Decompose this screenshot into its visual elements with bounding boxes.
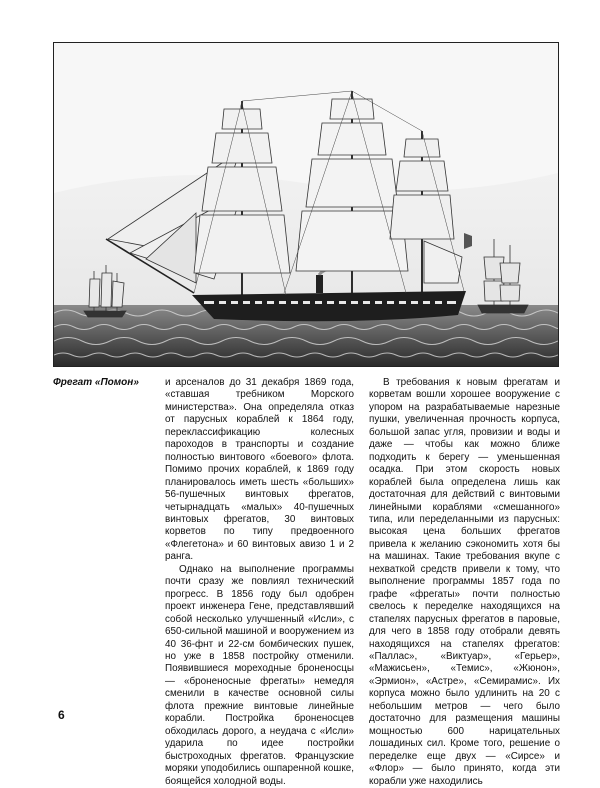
text-column-middle [165, 377, 354, 788]
frigate-illustration [53, 42, 559, 367]
paragraph: В требования к новым фрегатам и корветам вошли хорошее вооружение с упором на разрабатываемые нарезные пушки, увеличенная прочность корпуса, большой запас угля, провизии и воды и даже — чтобы как можно ближе подходить к берегу — уменьшенная осадка. При этом скорость новых кораблей была определена лишь как достаточная для действий с винтовыми линейными кораблями «смешанного» типа, или переделанными из парусных: высокая цена больших фрегатов привела к желанию сэкономить хотя бы на машинах. Такие требования вкупе с нехваткой средств привели к тому, что выполнение программы 1857 года по графе «фрегаты» почти полностью свелось к переделке находящихся на стапелях парусных фрегатов в паровые, для чего в 1858 году отобрали девять находящихся на стапелях фрегатов: «Паллас», «Виктуар», «Герьер», «Мажисьен», «Темис», «Жюнон», «Эрмион», «Астре», «Семирамис». Их корпуса можно было удлинить на 20 с небольшим метров — чего было достаточно для размещения машины мощностью 600 нарицательных лошадиных сил. Кроме того, решение о переделке еще двух — «Сирсе» и «Флор» — было принято, когда эти корабли уже находились [369, 377, 560, 787]
frigate-engraving [54, 43, 558, 366]
text-column-right [369, 377, 560, 788]
figure-caption: Фрегат «Помон» [53, 377, 139, 388]
paragraph: Однако на выполнение программы почти сразу же повлиял технический прогресс. В 1856 году был одобрен проект инженера Гене, представлявший собой несколько улучшенный «Исли», с 650-сильной машиной и вооружением из 40 36-фнт и 22-см бомбических пушек, но уже в 1858 постройку отменили. Появившиеся мореходные броненосцы — «броненосные фрегаты» немедля сменили в качестве основной силы флота прежние винтовые линейные корабли. Постройка броненосцев обходилась дорого, а неудача с «Исли» ударила по идее постройки быстроходных фрегатов. Французские моряки уподобились ошпаренной кошке, боящейся холодной воды. [165, 563, 354, 787]
paragraph: и арсеналов до 31 декабря 1869 года, «ставшая требником Морского министерства». Она определяла отказ от парусных кораблей к 1864 году, перекласcификацию колесных пароходов в транспорты и создание полностью винтового «боевого» флота. Помимо прочих кораблей, к 1869 году планировалось иметь шесть «больших» 56-пушечных винтовых фрегатов, четырнадцать «малых» 40-пушечных винтовых фрегатов, 30 винтовых корветов по типу предвоенного «Флегетона» и 60 винтовых авизо 1 и 2 ранга. [165, 377, 354, 563]
page-number: 6 [58, 708, 65, 722]
